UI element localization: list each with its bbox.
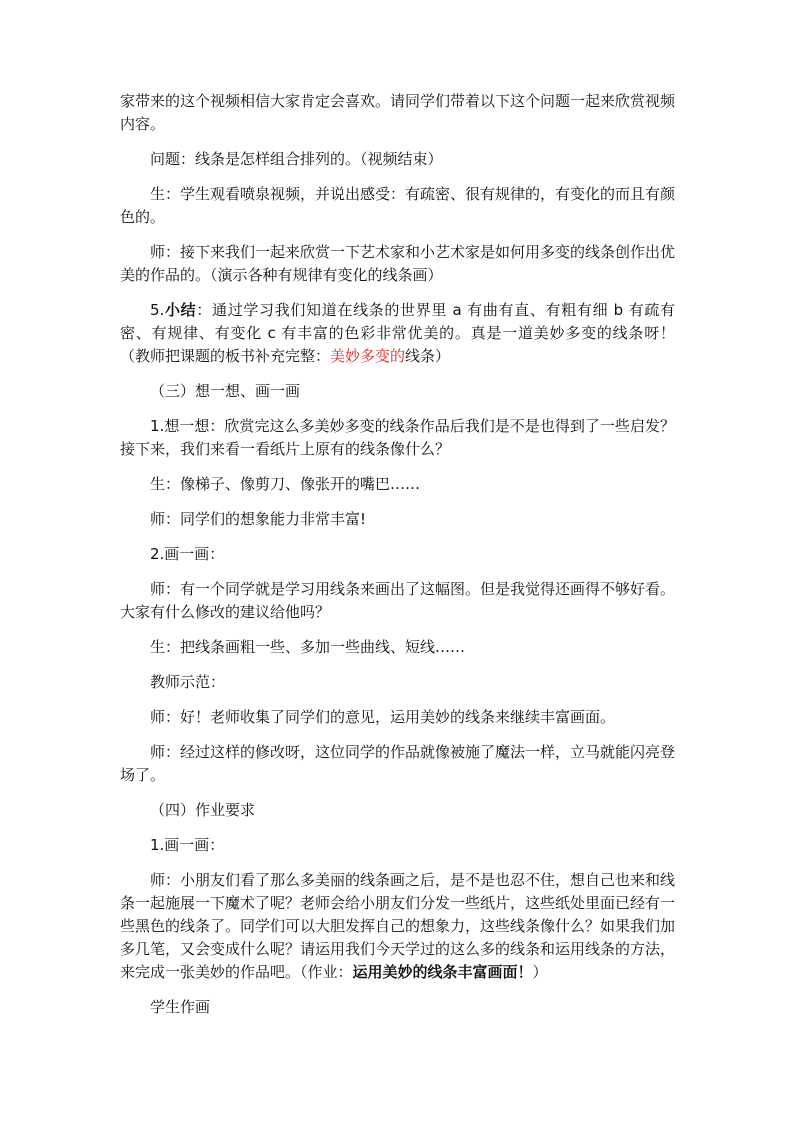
paragraph-teacher-appreciation: 师：接下来我们一起来欣赏一下艺术家和小艺术家是如何用多变的线条创作出优美的作品的。（演示各种有规律有变化的线条画） — [120, 243, 676, 284]
summary-tail: 线条） — [405, 347, 451, 365]
section-heading-think-draw: （三）想一想、画一画 — [150, 382, 301, 400]
summary-highlight: 美妙多变的 — [330, 347, 406, 365]
paragraph-summary — [120, 299, 675, 368]
paragraph-homework-instructions — [120, 869, 675, 984]
document-body — [120, 90, 675, 1031]
paragraph-teacher-example: 师：有一个同学就是学习用线条来画出了这幅图。但是我觉得还画得不够好看。大家有什么修改的建议给他吗？ — [120, 580, 676, 621]
paragraph-student-ideas: 生：像梯子、像剪刀、像张开的嘴巴…… — [150, 475, 421, 493]
paragraph-student-suggestions: 生：把线条画粗一些、多加一些曲线、短线…… — [150, 638, 466, 656]
paragraph-teacher-collect: 师：好！老师收集了同学们的意见，运用美妙的线条来继续丰富画面。 — [150, 708, 616, 726]
homework-tail: ） — [532, 963, 548, 981]
summary-label: 小结 — [164, 301, 197, 319]
paragraph-students-draw: 学生作画 — [150, 998, 211, 1016]
summary-text: ：通过学习我们知道在线条的世界里 a 有曲有直、有粗有细 b 有疏有密、有规律、有变化 c 有丰富的色彩非常优美的。真是一道美妙多变的线条呀！（教师把课题的板书补充完整： — [120, 301, 675, 365]
paragraph-teacher-magic: 师：经过这样的修改呀，这位同学的作品就像被施了魔法一样，立马就能闪亮登场了。 — [120, 743, 676, 784]
paragraph-student-response: 生：学生观看喷泉视频，并说出感受：有疏密、很有规律的，有变化的而且有颜色的。 — [120, 185, 676, 226]
paragraph-teacher-praise: 师：同学们的想象能力非常丰富! — [150, 510, 367, 528]
homework-task: 运用美妙的线条丰富画面！ — [352, 963, 533, 981]
homework-text: 师：小朋友们看了那么多美丽的线条画之后，是不是也忍不住，想自己也来和线条一起施展一下魔术了呢？老师会给小朋友们分发一些纸片，这些纸处里面已经有一些黑色的线条了。同学们可以大胆发挥自己的想象力，这些线条像什么？如果我们加多几笔，又会变成什么呢？请运用我们今天学过的这么多的线条和运用线条的方法，来完成一张美妙的作品吧。（作业： — [120, 871, 676, 981]
paragraph-teacher-demo: 教师示范： — [150, 673, 226, 691]
subheading-draw: 2.画一画： — [150, 545, 225, 563]
subheading-homework-draw: 1.画一画： — [150, 836, 225, 854]
paragraph-question: 问题：线条是怎样组合排列的。（视频结束） — [150, 150, 443, 168]
paragraph-think: 1.想一想：欣赏完这么多美妙多变的线条作品后我们是不是也得到了一些启发？接下来，我们来看一看纸片上原有的线条像什么？ — [120, 417, 675, 458]
paragraph-intro: 家带来的这个视频相信大家肯定会喜欢。请同学们带着以下这个问题一起来欣赏视频内容。 — [120, 92, 676, 133]
summary-number: 5. — [150, 301, 165, 319]
section-heading-homework: （四）作业要求 — [150, 801, 256, 819]
